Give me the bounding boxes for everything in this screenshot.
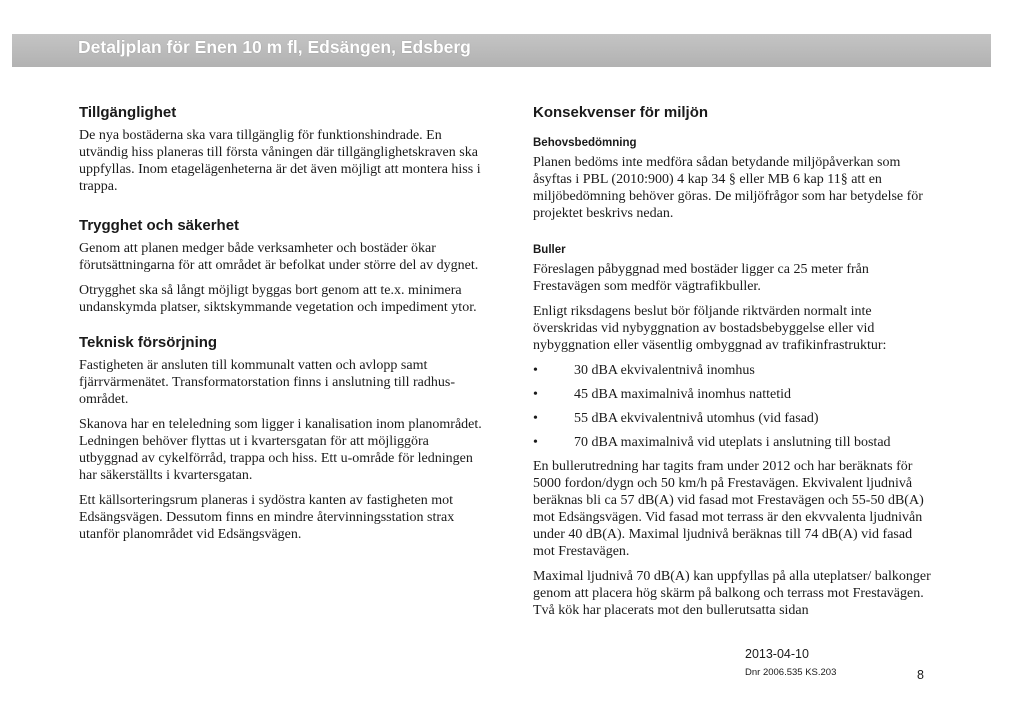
list-item-text: 30 dBA ekvivalentnivå inomhus <box>574 363 755 378</box>
footer-date: 2013-04-10 <box>745 647 809 661</box>
header-banner <box>12 34 991 67</box>
section-trygghet <box>79 217 484 316</box>
list-item <box>533 362 933 379</box>
footer-diary-number: Dnr 2006.535 KS.203 <box>745 667 837 678</box>
bullet-icon: • <box>533 411 538 426</box>
paragraph: Genom att planen medger både verksamheter och bostäder ökar förutsättningarna för att området är befolkat under större del av dygnet. <box>79 241 479 273</box>
heading-teknisk-forsorjning: Teknisk försörjning <box>79 334 218 351</box>
paragraph: Enligt riksdagens beslut bör följande riktvärden normalt inte överskridas vid nybyggnation av bostadsbebyggelse eller vid nybyggnation eller väsentlig ombyggnad av trafikinfrastruktur: <box>533 304 887 353</box>
list-item-text: 55 dBA ekvivalentnivå utomhus (vid fasad) <box>574 411 819 426</box>
limit-values-list <box>533 362 933 451</box>
list-item <box>533 410 933 427</box>
subheading-behovsbedomning: Behovsbedömning <box>533 137 637 149</box>
section-buller <box>533 244 933 619</box>
subheading-buller: Buller <box>533 244 566 256</box>
paragraph: Skanova har en teleledning som ligger i kanalisation inom planområdet. Ledningen behöver flyttas ut i kvartersgatan för att möjliggöra utbyggnad av cykelförråd, trappa och hiss. Ett u-område för ledningen har säkerställts i kvartersgatan. <box>79 417 482 483</box>
paragraph: Otrygghet ska så långt möjligt byggas bort genom att te.x. minimera undanskymda platser, siktskymmande vegetation och impediment ytor. <box>79 283 477 315</box>
list-item <box>533 386 933 403</box>
paragraph: Fastigheten är ansluten till kommunalt vatten och avlopp samt fjärrvärmenätet. Transformatorstation finns i anslutning till radhus-området. <box>79 358 455 407</box>
list-item <box>533 434 933 451</box>
bullet-icon: • <box>533 363 538 378</box>
bullet-icon: • <box>533 435 538 450</box>
section-behovsbedomning <box>533 137 933 222</box>
list-item-text: 45 dBA maximalnivå inomhus nattetid <box>574 387 791 402</box>
paragraph: Ett källsorteringsrum planeras i sydöstra kanten av fastigheten mot Edsängsvägen. Dessutom finns en mindre återvinningsstation strax utanför planområdet vid Edsängsvägen. <box>79 493 455 542</box>
right-column <box>533 104 933 627</box>
page-number: 8 <box>917 668 924 682</box>
section-teknisk-forsorjning <box>79 334 484 543</box>
section-tillganglighet <box>79 104 484 195</box>
paragraph: Föreslagen påbyggnad med bostäder ligger ca 25 meter från Frestavägen som medför vägtrafikbuller. <box>533 262 869 294</box>
list-item-text: 70 dBA maximalnivå vid uteplats i anslutning till bostad <box>574 435 891 450</box>
paragraph: Planen bedöms inte medföra sådan betydande miljöpåverkan som åsyftas i PBL (2010:900) 4 kap 34 § eller MB 6 kap 11§ att en miljöbedömning behöver göras. De miljöfrågor som har betydelse för projektet beskrivs nedan. <box>533 155 923 221</box>
heading-tillganglighet: Tillgänglighet <box>79 104 177 121</box>
bullet-icon: • <box>533 387 538 402</box>
document-title: Detaljplan för Enen 10 m fl, Edsängen, Edsberg <box>78 37 471 57</box>
paragraph: De nya bostäderna ska vara tillgänglig för funktionshindrade. En utvändig hiss planeras till första våningen där tillgänglighetskraven ska uppfyllas. Inom etagelägenheterna är det även möjligt att montera hiss i trappa. <box>79 128 481 194</box>
paragraph: En bullerutredning har tagits fram under 2012 och har beräknats för 5000 fordon/dygn och 50 km/h på Frestavägen. Ekvivalent ljudnivå beräknas bli ca 57 dB(A) vid fasad mot Frestavägen och 55-50 dB(A) mot Edsängsvägen. Vid fasad mot terrass är den ekvvalenta ljudnivån under 40 dB(A). Maximal ljudnivå beräknas till 74 dB(A) vid fasad mot Frestavägen. <box>533 459 924 559</box>
left-column <box>79 104 484 551</box>
heading-konsekvenser: Konsekvenser för miljön <box>533 104 709 121</box>
paragraph: Maximal ljudnivå 70 dB(A) kan uppfyllas på alla uteplatser/ balkonger genom att placera hög skärm på balkong och terrass mot Frestavägen. Två kök har placerats mot den bullerutsatta sidan <box>533 569 931 618</box>
heading-trygghet: Trygghet och säkerhet <box>79 217 240 234</box>
